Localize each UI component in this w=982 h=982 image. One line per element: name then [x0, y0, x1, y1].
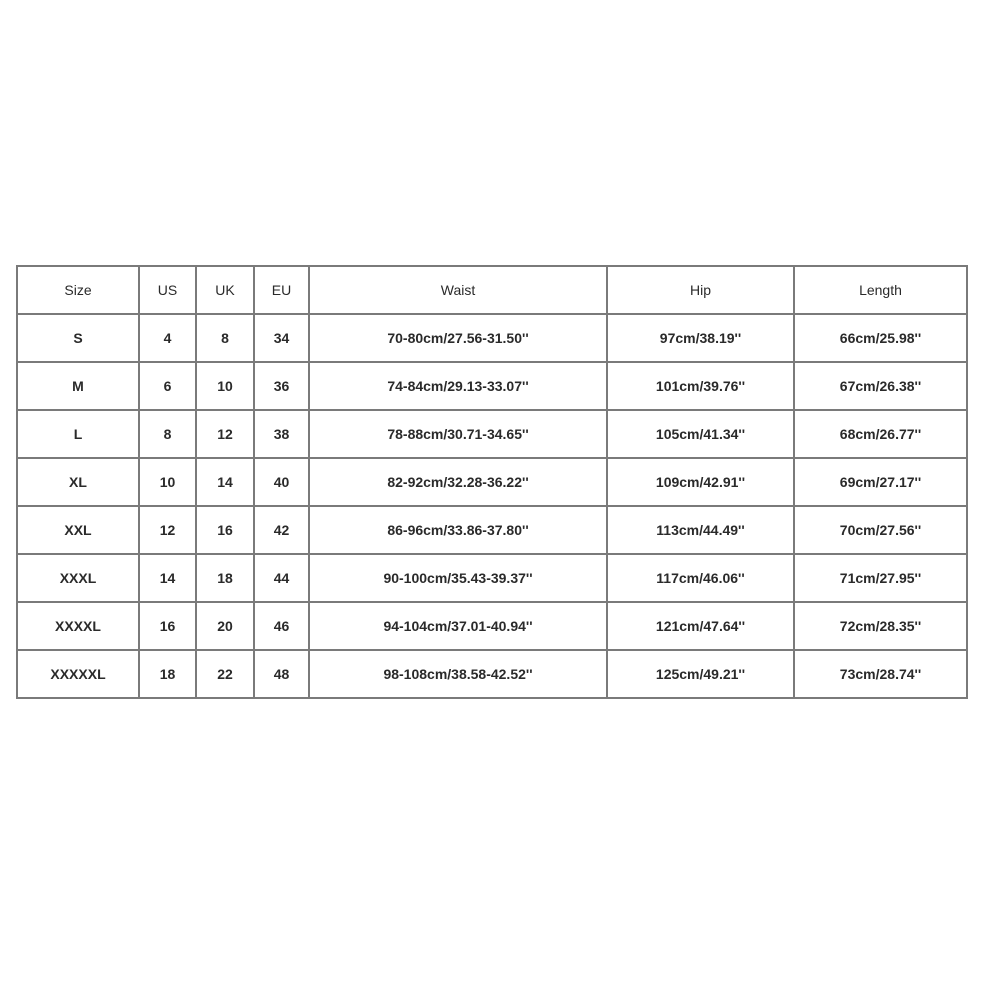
cell-eu: 42 — [254, 506, 309, 554]
cell-waist: 78-88cm/30.71-34.65'' — [309, 410, 607, 458]
cell-length: 66cm/25.98'' — [794, 314, 967, 362]
header-uk: UK — [196, 266, 254, 314]
header-us: US — [139, 266, 196, 314]
table-row — [17, 362, 967, 410]
table-row — [17, 506, 967, 554]
cell-eu: 44 — [254, 554, 309, 602]
cell-us: 12 — [139, 506, 196, 554]
table-row — [17, 554, 967, 602]
table-body — [17, 314, 967, 698]
cell-hip: 97cm/38.19'' — [607, 314, 794, 362]
cell-hip: 101cm/39.76'' — [607, 362, 794, 410]
cell-waist: 94-104cm/37.01-40.94'' — [309, 602, 607, 650]
header-eu: EU — [254, 266, 309, 314]
table-row — [17, 410, 967, 458]
cell-uk: 16 — [196, 506, 254, 554]
table-row — [17, 650, 967, 698]
cell-hip: 125cm/49.21'' — [607, 650, 794, 698]
cell-us: 4 — [139, 314, 196, 362]
header-hip: Hip — [607, 266, 794, 314]
cell-waist: 98-108cm/38.58-42.52'' — [309, 650, 607, 698]
cell-eu: 40 — [254, 458, 309, 506]
cell-uk: 8 — [196, 314, 254, 362]
cell-waist: 74-84cm/29.13-33.07'' — [309, 362, 607, 410]
cell-us: 14 — [139, 554, 196, 602]
cell-uk: 18 — [196, 554, 254, 602]
cell-size: XXXXL — [17, 602, 139, 650]
cell-us: 8 — [139, 410, 196, 458]
cell-hip: 121cm/47.64'' — [607, 602, 794, 650]
table-row — [17, 458, 967, 506]
table-row — [17, 602, 967, 650]
cell-size: XXL — [17, 506, 139, 554]
cell-length: 68cm/26.77'' — [794, 410, 967, 458]
table-header-row — [17, 266, 967, 314]
header-waist: Waist — [309, 266, 607, 314]
cell-waist: 82-92cm/32.28-36.22'' — [309, 458, 607, 506]
cell-us: 10 — [139, 458, 196, 506]
cell-size: XXXL — [17, 554, 139, 602]
cell-waist: 86-96cm/33.86-37.80'' — [309, 506, 607, 554]
cell-eu: 36 — [254, 362, 309, 410]
cell-eu: 48 — [254, 650, 309, 698]
cell-us: 18 — [139, 650, 196, 698]
cell-eu: 34 — [254, 314, 309, 362]
cell-length: 72cm/28.35'' — [794, 602, 967, 650]
cell-uk: 10 — [196, 362, 254, 410]
cell-length: 67cm/26.38'' — [794, 362, 967, 410]
cell-uk: 20 — [196, 602, 254, 650]
table-row — [17, 314, 967, 362]
cell-hip: 113cm/44.49'' — [607, 506, 794, 554]
cell-size: XXXXXL — [17, 650, 139, 698]
cell-size: M — [17, 362, 139, 410]
cell-length: 71cm/27.95'' — [794, 554, 967, 602]
cell-eu: 46 — [254, 602, 309, 650]
cell-uk: 22 — [196, 650, 254, 698]
cell-us: 16 — [139, 602, 196, 650]
cell-size: L — [17, 410, 139, 458]
cell-waist: 70-80cm/27.56-31.50'' — [309, 314, 607, 362]
cell-length: 73cm/28.74'' — [794, 650, 967, 698]
cell-uk: 14 — [196, 458, 254, 506]
cell-size: S — [17, 314, 139, 362]
cell-eu: 38 — [254, 410, 309, 458]
cell-length: 69cm/27.17'' — [794, 458, 967, 506]
cell-hip: 109cm/42.91'' — [607, 458, 794, 506]
cell-waist: 90-100cm/35.43-39.37'' — [309, 554, 607, 602]
header-size: Size — [17, 266, 139, 314]
cell-hip: 117cm/46.06'' — [607, 554, 794, 602]
cell-hip: 105cm/41.34'' — [607, 410, 794, 458]
header-length: Length — [794, 266, 967, 314]
cell-size: XL — [17, 458, 139, 506]
cell-length: 70cm/27.56'' — [794, 506, 967, 554]
size-chart-table — [16, 265, 968, 699]
cell-uk: 12 — [196, 410, 254, 458]
cell-us: 6 — [139, 362, 196, 410]
